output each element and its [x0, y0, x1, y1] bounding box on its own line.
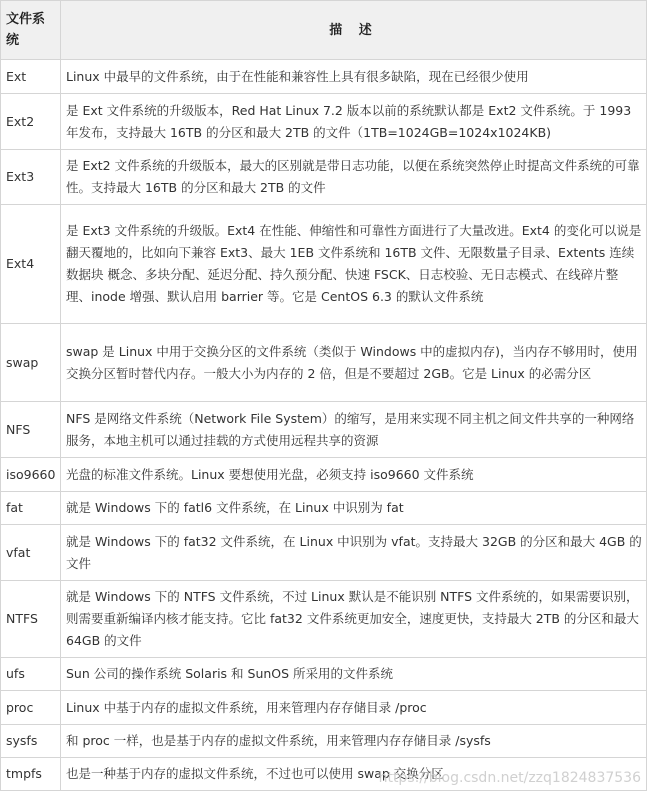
- filesystem-name: Ext4: [1, 205, 61, 324]
- filesystem-description: 和 proc 一样，也是基于内存的虚拟文件系统，用来管理内存存储目录 /sysfs: [61, 725, 647, 758]
- header-description: 描 述: [61, 1, 647, 60]
- table-row: [1, 150, 647, 205]
- table-header-row: [1, 1, 647, 60]
- table-row: [1, 691, 647, 725]
- table-row: [1, 94, 647, 150]
- filesystem-name: vfat: [1, 525, 61, 581]
- filesystem-description: NFS 是网络文件系统（Network File System）的缩写，是用来实现不同主机之间文件共享的一种网络服务，本地主机可以通过挂载的方式使用远程共享的资源: [61, 402, 647, 458]
- filesystem-name: Ext: [1, 60, 61, 94]
- table-row: [1, 525, 647, 581]
- table-row: [1, 658, 647, 691]
- filesystem-name: Ext2: [1, 94, 61, 150]
- filesystem-name: sysfs: [1, 725, 61, 758]
- filesystem-description: 是 Ext 文件系统的升级版本，Red Hat Linux 7.2 版本以前的系统默认都是 Ext2 文件系统。于 1993 年发布，支持最大 16TB 的分区和最大 2TB 的文件（1TB=1024GB=1024x1024KB): [61, 94, 647, 150]
- table-row: [1, 492, 647, 525]
- filesystem-description: 也是一种基于内存的虚拟文件系统，不过也可以使用 swap 交换分区: [61, 758, 647, 791]
- filesystem-description: 光盘的标准文件系统。Linux 要想使用光盘，必须支持 iso9660 文件系统: [61, 458, 647, 492]
- filesystem-name: swap: [1, 324, 61, 402]
- header-filesystem: 文件系统: [1, 1, 61, 60]
- filesystem-description: Linux 中最早的文件系统，由于在性能和兼容性上具有很多缺陷，现在已经很少使用: [61, 60, 647, 94]
- table-row: [1, 458, 647, 492]
- filesystem-name: tmpfs: [1, 758, 61, 791]
- table-row: [1, 758, 647, 791]
- watermark: https://blog.csdn.net/zzq1824837536: [378, 770, 641, 786]
- table-row: [1, 402, 647, 458]
- filesystem-name: ufs: [1, 658, 61, 691]
- table-row: [1, 205, 647, 324]
- table-row: [1, 324, 647, 402]
- filesystem-description: 是 Ext2 文件系统的升级版本，最大的区别就是带日志功能，以便在系统突然停止时提高文件系统的可靠性。支持最大 16TB 的分区和最大 2TB 的文件: [61, 150, 647, 205]
- filesystem-name: Ext3: [1, 150, 61, 205]
- filesystem-description: 就是 Windows 下的 fatl6 文件系统，在 Linux 中识别为 fat: [61, 492, 647, 525]
- filesystem-description: Linux 中基于内存的虚拟文件系统，用来管理内存存储目录 /proc: [61, 691, 647, 725]
- filesystem-description: Sun 公司的操作系统 Solaris 和 SunOS 所采用的文件系统: [61, 658, 647, 691]
- table-row: [1, 581, 647, 658]
- filesystem-name: fat: [1, 492, 61, 525]
- filesystem-name: iso9660: [1, 458, 61, 492]
- filesystem-description: swap 是 Linux 中用于交换分区的文件系统（类似于 Windows 中的虚拟内存)，当内存不够用时，使用交换分区暂时替代内存。一般大小为内存的 2 倍，但是不要超过 2GB。它是 Linux 的必需分区: [61, 324, 647, 402]
- table-row: [1, 725, 647, 758]
- filesystem-name: proc: [1, 691, 61, 725]
- filesystem-description: 是 Ext3 文件系统的升级版。Ext4 在性能、伸缩性和可靠性方面进行了大量改进。Ext4 的变化可以说是翻天覆地的，比如向下兼容 Ext3、最大 1EB 文件系统和 16TB 文件、无限数量子目录、Extents 连续数据块 概念、多块分配、延迟分配、持久预分配、快速 FSCK、日志校验、无日志模式、在线碎片整理、inode 增强、默认启用 barrier 等。它是 CentOS 6.3 的默认文件系统: [61, 205, 647, 324]
- filesystem-name: NFS: [1, 402, 61, 458]
- filesystem-name: NTFS: [1, 581, 61, 658]
- filesystem-description: 就是 Windows 下的 NTFS 文件系统，不过 Linux 默认是不能识别 NTFS 文件系统的，如果需要识别，则需要重新编译内核才能支持。它比 fat32 文件系统更加安全，速度更快，支持最大 2TB 的分区和最大 64GB 的文件: [61, 581, 647, 658]
- table-row: [1, 60, 647, 94]
- filesystem-description: 就是 Windows 下的 fat32 文件系统，在 Linux 中识别为 vfat。支持最大 32GB 的分区和最大 4GB 的文件: [61, 525, 647, 581]
